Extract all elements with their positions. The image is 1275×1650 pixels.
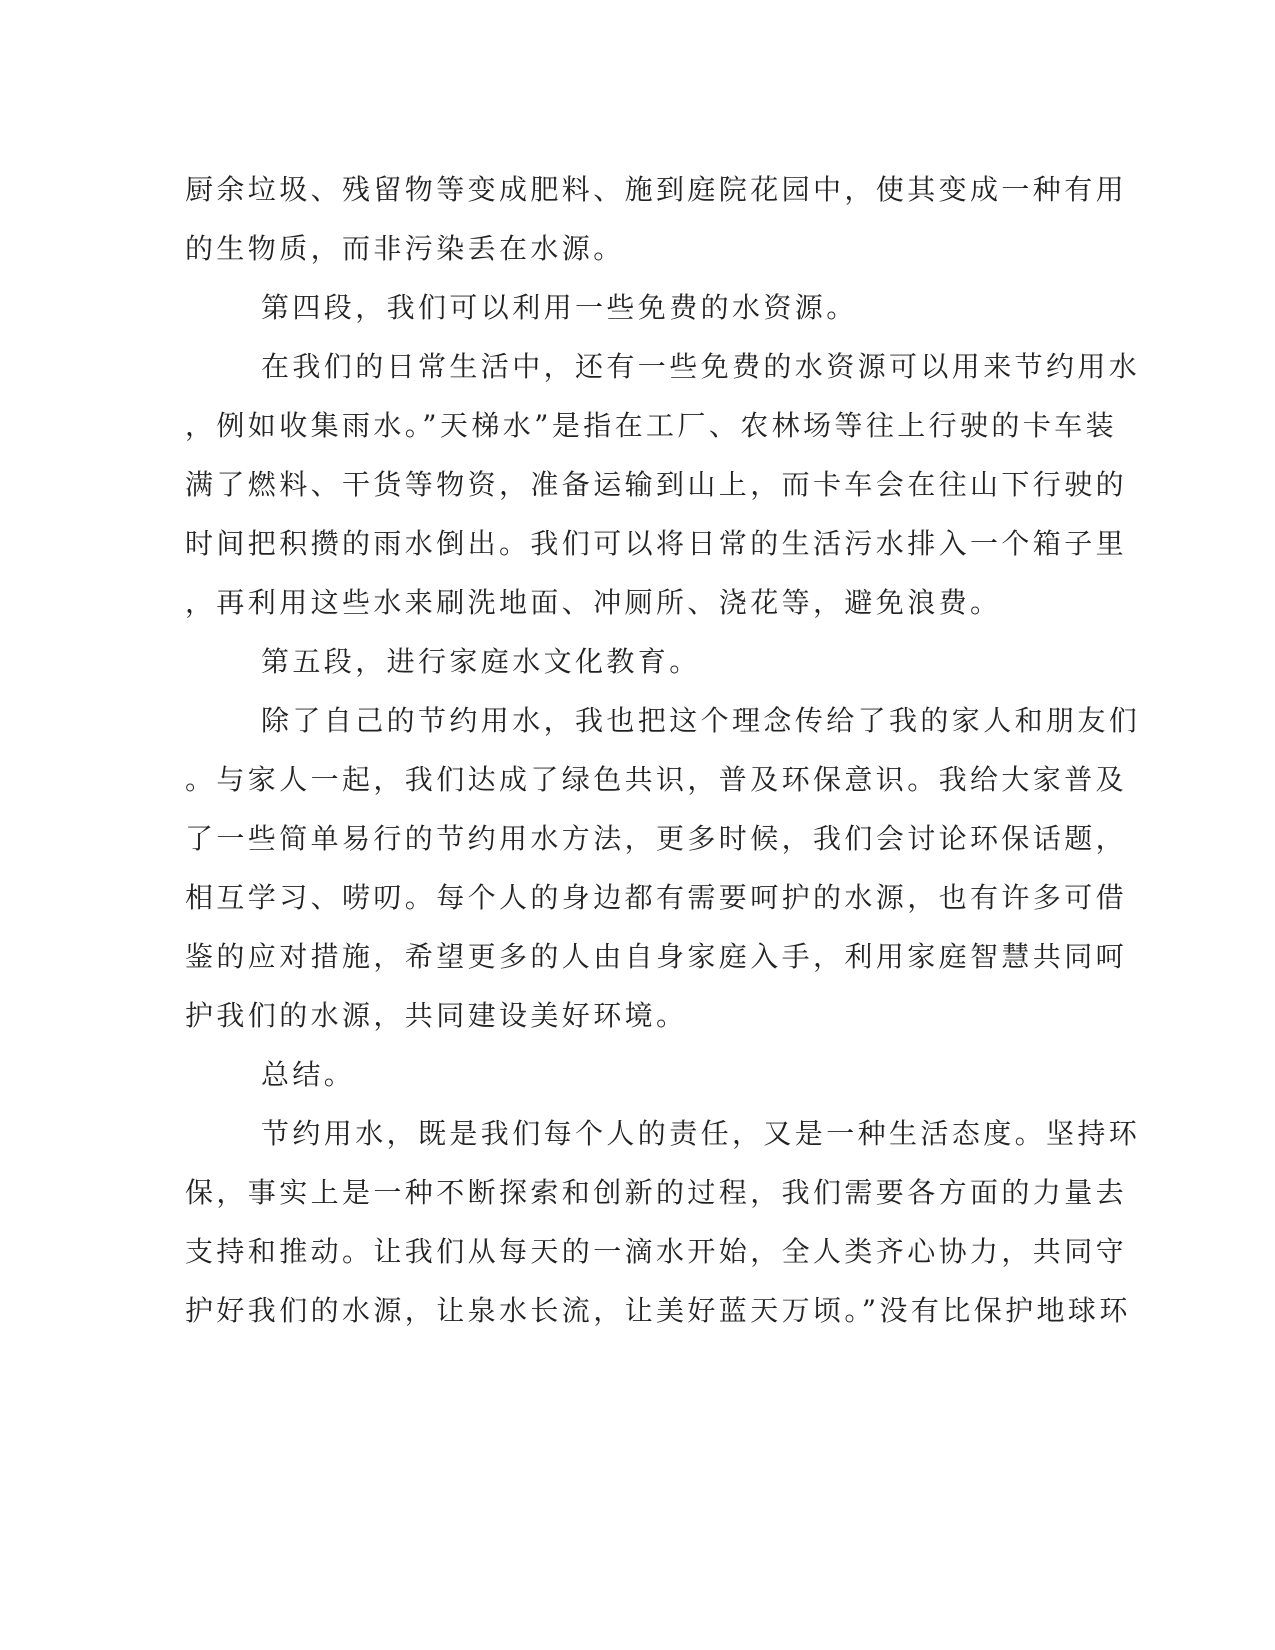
text-line: 。与家人一起，我们达成了绿色共识，普及环保意识。我给大家普及 bbox=[185, 763, 1128, 796]
text-line: 护我们的水源，共同建设美好环境。 bbox=[185, 999, 688, 1032]
text-line: 相互学习、唠叨。每个人的身边都有需要呵护的水源，也有许多可借 bbox=[185, 881, 1128, 914]
section-heading-4: 第四段，我们可以利用一些免费的水资源。 bbox=[261, 291, 858, 324]
text-line: 支持和推动。让我们从每天的一滴水开始，全人类齐心协力，共同守 bbox=[185, 1235, 1128, 1268]
text-line: 了一些简单易行的节约用水方法，更多时候，我们会讨论环保话题， bbox=[185, 822, 1128, 855]
text-line: 保，事实上是一种不断探索和创新的过程，我们需要各方面的力量去 bbox=[185, 1176, 1128, 1209]
text-line: 的生物质，而非污染丢在水源。 bbox=[185, 232, 625, 265]
text-line: 在我们的日常生活中，还有一些免费的水资源可以用来节约用水 bbox=[261, 350, 1141, 383]
text-line: ，例如收集雨水。”天梯水”是指在工厂、农林场等往上行驶的卡车装 bbox=[185, 409, 1118, 442]
text-line: 节约用水，既是我们每个人的责任，又是一种生活态度。坚持环 bbox=[261, 1117, 1141, 1150]
text-line: 厨余垃圾、残留物等变成肥料、施到庭院花园中，使其变成一种有用 bbox=[185, 173, 1128, 206]
text-line: 护好我们的水源，让泉水长流，让美好蓝天万顷。”没有比保护地球环 bbox=[185, 1294, 1131, 1327]
body-text bbox=[185, 160, 1141, 1340]
summary-heading: 总结。 bbox=[261, 1058, 356, 1091]
text-line: 时间把积攒的雨水倒出。我们可以将日常的生活污水排入一个箱子里 bbox=[185, 527, 1128, 560]
text-line: 除了自己的节约用水，我也把这个理念传给了我的家人和朋友们 bbox=[261, 704, 1141, 737]
text-line: 满了燃料、干货等物资，准备运输到山上，而卡车会在往山下行驶的 bbox=[185, 468, 1128, 501]
text-line: 鉴的应对措施，希望更多的人由自身家庭入手，利用家庭智慧共同呵 bbox=[185, 940, 1128, 973]
section-heading-5: 第五段，进行家庭水文化教育。 bbox=[261, 645, 701, 678]
text-line: ，再利用这些水来刷洗地面、冲厕所、浇花等，避免浪费。 bbox=[185, 586, 1002, 619]
